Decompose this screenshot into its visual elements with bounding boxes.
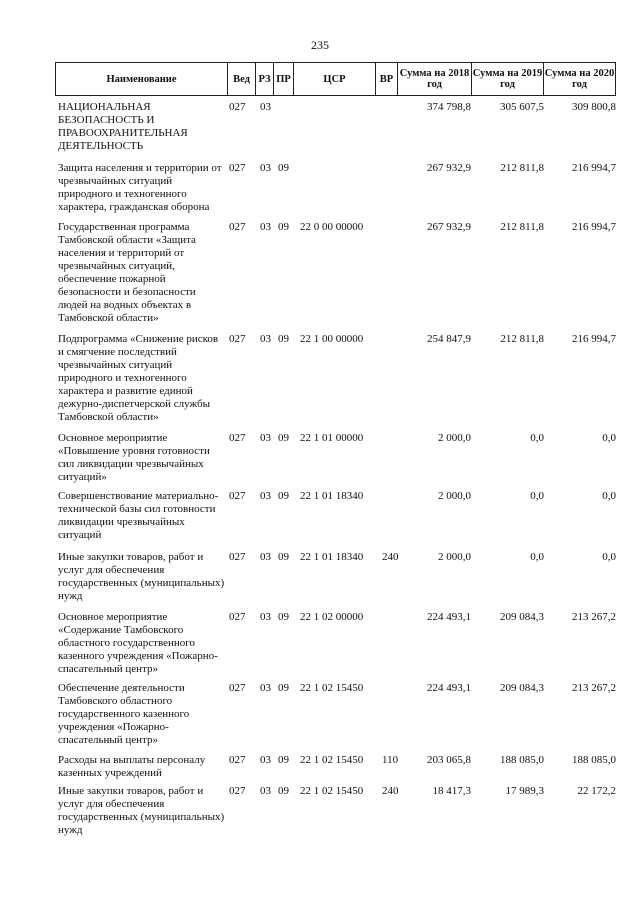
header-rz: РЗ bbox=[256, 63, 274, 95]
row-pr: 09 bbox=[278, 551, 289, 563]
row-pr: 09 bbox=[278, 432, 289, 444]
header-vr: ВР bbox=[376, 63, 398, 95]
row-rz: 03 bbox=[260, 551, 271, 563]
row-sum-2018: 203 065,8 bbox=[427, 754, 471, 766]
row-pr: 09 bbox=[278, 754, 289, 766]
row-rz: 03 bbox=[260, 682, 271, 694]
header-pr: ПР bbox=[274, 63, 294, 95]
row-sum-2019: 0,0 bbox=[530, 432, 544, 444]
row-sum-2020: 0,0 bbox=[602, 551, 616, 563]
page-number: 235 bbox=[311, 38, 329, 52]
row-ved: 027 bbox=[229, 432, 246, 444]
row-name: Защита населения и территории от чрезвычайных ситуаций природного и техногенного характера, гражданская оборона bbox=[58, 162, 222, 213]
row-ved: 027 bbox=[229, 162, 246, 174]
row-sum-2018: 224 493,1 bbox=[427, 682, 471, 694]
row-sum-2019: 17 989,3 bbox=[505, 785, 544, 797]
row-name: Подпрограмма «Снижение рисков и смягчение последствий чрезвычайных ситуаций природного и техногенного характера и развитие единой дежурно-диспетчерской службы Тамбовской области» bbox=[58, 333, 219, 423]
row-sum-2019: 212 811,8 bbox=[500, 162, 544, 174]
row-csr: 22 1 02 15450 bbox=[300, 754, 364, 766]
row-name: Иные закупки товаров, работ и услуг для обеспечения государственных (муниципальных) нужд bbox=[58, 551, 225, 602]
row-sum-2018: 254 847,9 bbox=[427, 333, 471, 345]
row-ved: 027 bbox=[229, 611, 246, 623]
row-rz: 03 bbox=[260, 333, 271, 345]
row-vr: 240 bbox=[382, 551, 399, 563]
row-csr: 22 1 02 15450 bbox=[300, 785, 364, 797]
row-sum-2018: 374 798,8 bbox=[427, 101, 471, 113]
row-sum-2020: 216 994,7 bbox=[572, 162, 616, 174]
row-name: Обеспечение деятельности Тамбовского областного государственного казенного учреждения «Пожарно-спасательный центр» bbox=[58, 682, 190, 746]
row-ved: 027 bbox=[229, 682, 246, 694]
row-sum-2020: 309 800,8 bbox=[572, 101, 616, 113]
row-csr: 22 1 01 00000 bbox=[300, 432, 364, 444]
row-rz: 03 bbox=[260, 162, 271, 174]
row-name: Государственная программа Тамбовской области «Защита населения и территорий от чрезвычайных ситуаций, обеспечение пожарной безопасности и безопасности людей на водных объектах в Тамбовской области» bbox=[58, 221, 196, 324]
row-rz: 03 bbox=[260, 101, 271, 113]
row-sum-2020: 0,0 bbox=[602, 432, 616, 444]
row-sum-2018: 267 932,9 bbox=[427, 162, 471, 174]
header-sum-2018: Сумма на 2018 год bbox=[398, 63, 472, 95]
row-name: Основное мероприятие «Повышение уровня готовности сил ликвидации чрезвычайных ситуаций» bbox=[58, 432, 210, 483]
row-ved: 027 bbox=[229, 785, 246, 797]
row-ved: 027 bbox=[229, 101, 246, 113]
row-pr: 09 bbox=[278, 785, 289, 797]
row-rz: 03 bbox=[260, 432, 271, 444]
row-sum-2019: 212 811,8 bbox=[500, 333, 544, 345]
row-sum-2018: 2 000,0 bbox=[438, 551, 471, 563]
header-name: Наименование bbox=[56, 63, 228, 95]
row-name: Совершенствование материально-технической базы сил готовности ликвидации чрезвычайных ситуаций bbox=[58, 490, 219, 541]
row-csr: 22 1 01 18340 bbox=[300, 490, 364, 502]
row-sum-2020: 213 267,2 bbox=[572, 682, 616, 694]
row-sum-2018: 18 417,3 bbox=[432, 785, 471, 797]
row-csr: 22 1 01 18340 bbox=[300, 551, 364, 563]
row-vr: 110 bbox=[382, 754, 399, 766]
row-name: Основное мероприятие «Содержание Тамбовского областного государственного казенного учреждения «Пожарно-спасательный центр» bbox=[58, 611, 218, 675]
row-pr: 09 bbox=[278, 490, 289, 502]
row-ved: 027 bbox=[229, 333, 246, 345]
row-sum-2019: 305 607,5 bbox=[500, 101, 544, 113]
row-ved: 027 bbox=[229, 551, 246, 563]
header-csr: ЦСР bbox=[294, 63, 376, 95]
row-sum-2020: 0,0 bbox=[602, 490, 616, 502]
row-rz: 03 bbox=[260, 221, 271, 233]
row-rz: 03 bbox=[260, 754, 271, 766]
row-sum-2019: 209 084,3 bbox=[500, 682, 544, 694]
row-rz: 03 bbox=[260, 490, 271, 502]
row-sum-2019: 209 084,3 bbox=[500, 611, 544, 623]
row-csr: 22 1 02 00000 bbox=[300, 611, 364, 623]
row-sum-2020: 216 994,7 bbox=[572, 221, 616, 233]
row-pr: 09 bbox=[278, 221, 289, 233]
row-name: НАЦИОНАЛЬНАЯ БЕЗОПАСНОСТЬ И ПРАВООХРАНИТЕЛЬНАЯ ДЕЯТЕЛЬНОСТЬ bbox=[58, 101, 188, 152]
row-sum-2020: 188 085,0 bbox=[572, 754, 616, 766]
row-sum-2019: 188 085,0 bbox=[500, 754, 544, 766]
row-pr: 09 bbox=[278, 162, 289, 174]
row-csr: 22 0 00 00000 bbox=[300, 221, 364, 233]
row-csr: 22 1 02 15450 bbox=[300, 682, 364, 694]
row-ved: 027 bbox=[229, 490, 246, 502]
row-pr: 09 bbox=[278, 611, 289, 623]
row-sum-2019: 212 811,8 bbox=[500, 221, 544, 233]
row-sum-2020: 22 172,2 bbox=[577, 785, 616, 797]
row-vr: 240 bbox=[382, 785, 399, 797]
row-sum-2019: 0,0 bbox=[530, 551, 544, 563]
row-ved: 027 bbox=[229, 221, 246, 233]
row-sum-2018: 2 000,0 bbox=[438, 490, 471, 502]
row-rz: 03 bbox=[260, 611, 271, 623]
row-ved: 027 bbox=[229, 754, 246, 766]
header-sum-2019: Сумма на 2019 год bbox=[472, 63, 544, 95]
row-sum-2018: 2 000,0 bbox=[438, 432, 471, 444]
row-csr: 22 1 00 00000 bbox=[300, 333, 364, 345]
row-name: Иные закупки товаров, работ и услуг для обеспечения государственных (муниципальных) нужд bbox=[58, 785, 225, 836]
row-sum-2019: 0,0 bbox=[530, 490, 544, 502]
row-pr: 09 bbox=[278, 682, 289, 694]
row-sum-2020: 213 267,2 bbox=[572, 611, 616, 623]
row-name: Расходы на выплаты персоналу казенных учреждений bbox=[58, 754, 206, 779]
row-pr: 09 bbox=[278, 333, 289, 345]
row-sum-2018: 224 493,1 bbox=[427, 611, 471, 623]
row-sum-2018: 267 932,9 bbox=[427, 221, 471, 233]
header-sum-2020: Сумма на 2020 год bbox=[544, 68, 615, 90]
row-sum-2020: 216 994,7 bbox=[572, 333, 616, 345]
header-ved: Вед bbox=[228, 63, 256, 95]
table-header bbox=[55, 62, 616, 96]
row-rz: 03 bbox=[260, 785, 271, 797]
